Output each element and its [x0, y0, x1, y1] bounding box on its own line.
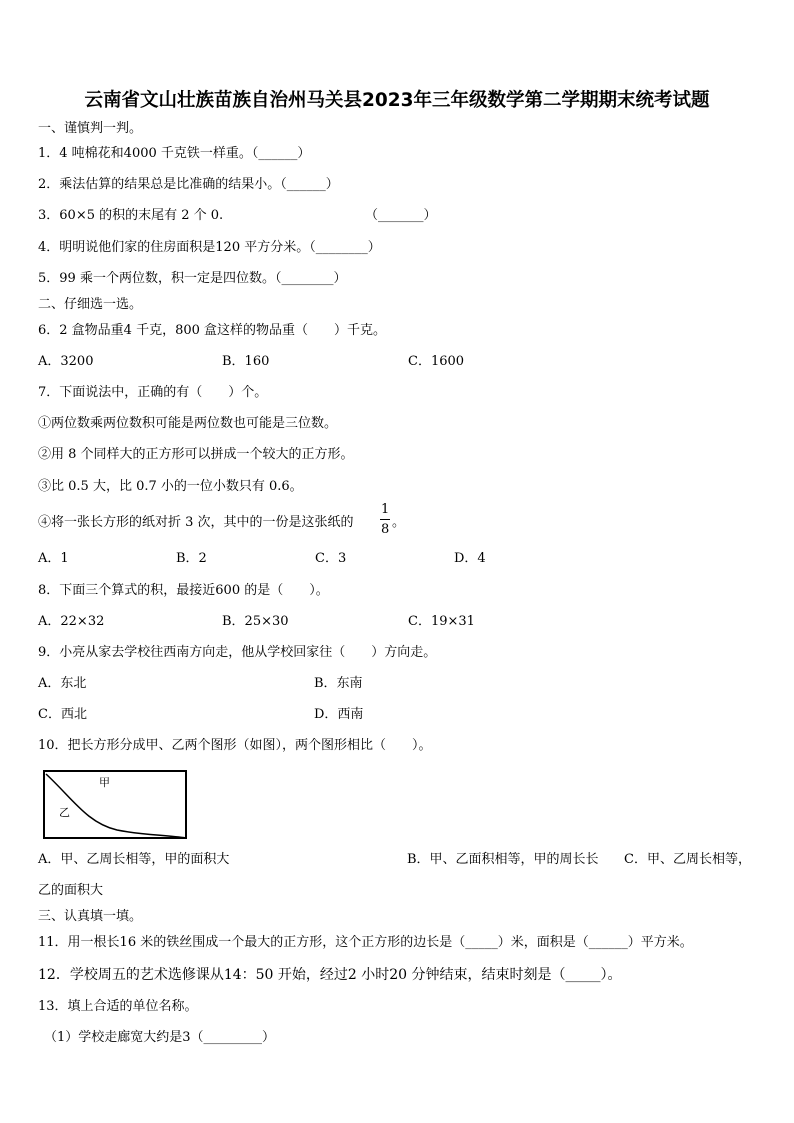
question-7-statement-1: ①两位数乘两位数积可能是两位数也可能是三位数。 — [38, 416, 338, 431]
question-13: 13．填上合适的单位名称。 — [38, 999, 198, 1014]
question-7: 7．下面说法中，正确的有（ ）个。 — [38, 385, 268, 400]
question-10-option-b: B．甲、乙面积相等，甲的周长长 — [407, 852, 599, 867]
page-title: 云南省文山壮族苗族自治州马关县2023年三年级数学第二学期期末统考试题 — [84, 90, 710, 111]
question-5: 5．99 乘一个两位数，积一定是四位数。（________） — [38, 271, 347, 286]
section-2-heading: 二、仔细选一选。 — [38, 297, 143, 312]
question-8: 8．下面三个算式的积，最接近600 的是（ ）。 — [38, 583, 329, 598]
section-3-heading: 三、认真填一填。 — [38, 909, 143, 924]
question-9-option-a: A．东北 — [38, 676, 87, 691]
fraction-bar — [380, 519, 390, 520]
question-7-option-c: C．3 — [315, 551, 347, 566]
question-1: 1．4 吨棉花和4000 千克铁一样重。（______） — [38, 146, 311, 161]
question-7-statement-2: ②用 8 个同样大的正方形可以拼成一个较大的正方形。 — [38, 447, 354, 462]
question-4: 4．明明说他们家的住房面积是120 平方分米。（________） — [38, 240, 381, 255]
question-6-option-a: A．3200 — [38, 354, 94, 369]
question-9-option-d: D．西南 — [314, 707, 364, 722]
question-10-option-c-continued: 乙的面积大 — [38, 883, 104, 898]
question-7-option-a: A．1 — [38, 551, 69, 566]
question-9: 9．小亮从家去学校往西南方向走，他从学校回家往（ ）方向走。 — [38, 645, 437, 660]
question-6-option-c: C．1600 — [408, 354, 465, 369]
question-6-option-b: B．160 — [222, 354, 270, 369]
rectangle-figure — [42, 768, 190, 842]
question-2: 2．乘法估算的结果总是比准确的结果小。（______） — [38, 177, 339, 192]
question-7-statement-4: ④将一张长方形的纸对折 3 次，其中的一份是这张纸的 — [38, 515, 354, 530]
question-10: 10．把长方形分成甲、乙两个图形（如图），两个图形相比（ ）。 — [38, 738, 432, 753]
question-3: 3．60×5 的积的末尾有 2 个 0. — [38, 208, 224, 223]
question-9-option-c: C．西北 — [38, 707, 87, 722]
fraction-denominator: 8 — [381, 522, 390, 537]
question-8-option-a: A．22×32 — [38, 614, 105, 629]
question-7-statement-4-end: 。 — [392, 515, 406, 530]
question-12: 12．学校周五的艺术选修课从14：50 开始，经过2 小时20 分钟结束，结束时刻是（_____）。 — [38, 967, 622, 983]
question-3-blank: （_______） — [365, 208, 437, 223]
question-7-statement-3: ③比 0.5 大，比 0.7 小的一位小数只有 0.6。 — [38, 479, 303, 494]
question-10-option-a: A．甲、乙周长相等，甲的面积大 — [38, 852, 230, 867]
question-7-option-b: B．2 — [176, 551, 207, 566]
figure-label-jia: 甲 — [99, 776, 110, 789]
fraction-numerator: 1 — [381, 502, 390, 517]
figure-rectangle — [44, 771, 186, 838]
question-8-option-c: C．19×31 — [408, 614, 475, 629]
figure-label-yi: 乙 — [59, 806, 70, 819]
question-7-option-d: D．4 — [454, 551, 486, 566]
question-10-option-c: C．甲、乙周长相等， — [624, 852, 751, 867]
question-11: 11．用一根长16 米的铁丝围成一个最大的正方形，这个正方形的边长是（_____）米，面积是（______）平方米。 — [38, 935, 693, 950]
section-1-heading: 一、谨慎判一判。 — [38, 121, 143, 136]
question-13-part-1: （1）学校走廊宽大约是3（_________） — [44, 1030, 276, 1045]
question-9-option-b: B．东南 — [314, 676, 363, 691]
question-8-option-b: B．25×30 — [222, 614, 289, 629]
question-6: 6．2 盒物品重4 千克，800 盒这样的物品重（ ）千克。 — [38, 323, 387, 338]
